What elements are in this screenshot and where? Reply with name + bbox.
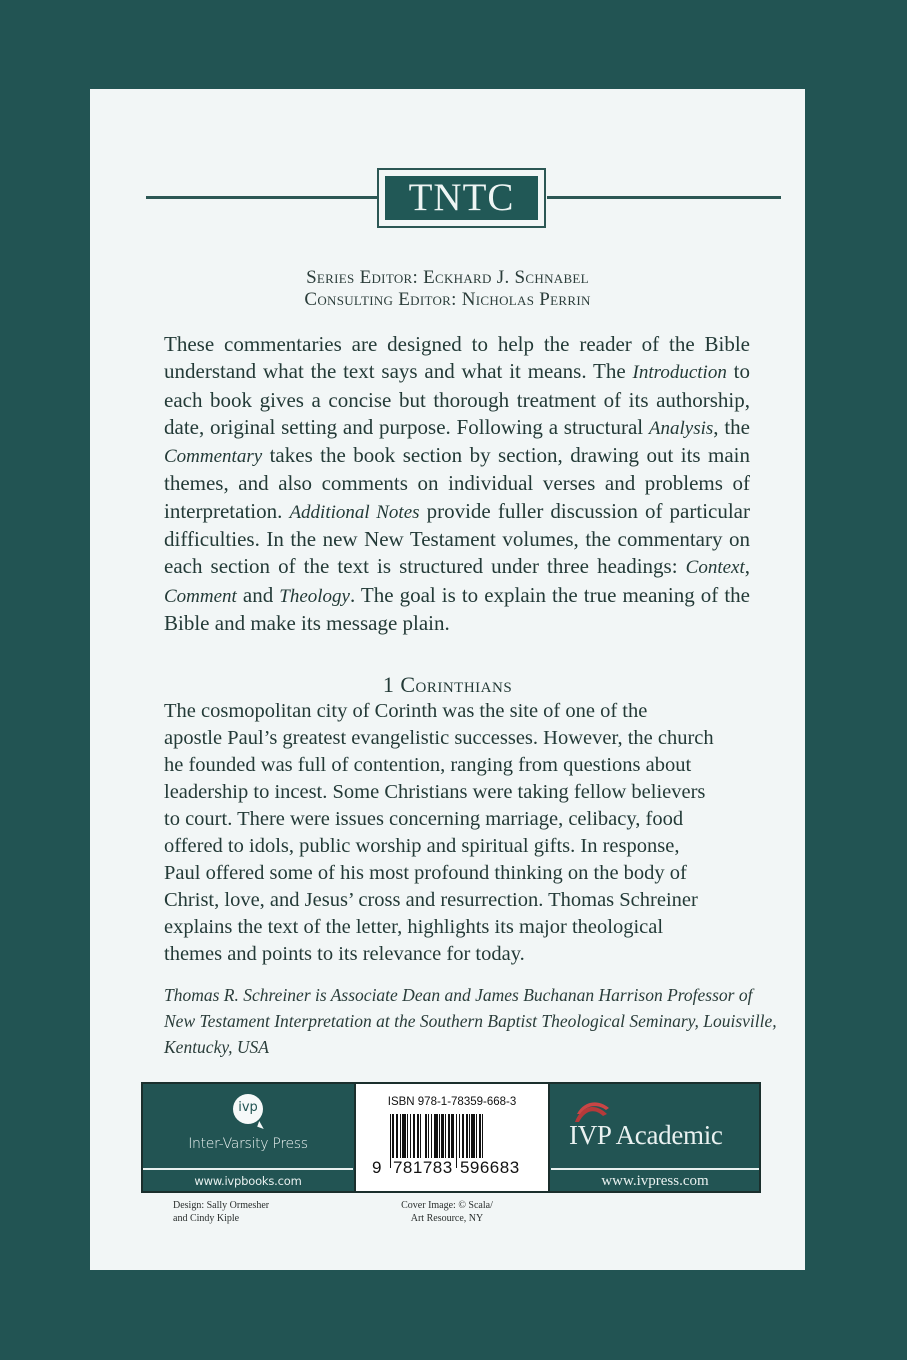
description-line: to court. There were issues concerning marriage, celibacy, food: [164, 808, 684, 830]
italic-term: Context: [685, 557, 745, 579]
ivp-publisher-name: Inter-Varsity Press: [188, 1136, 308, 1152]
cover-credit-line: Cover Image: © Scala/: [401, 1200, 493, 1211]
italic-term: Additional Notes: [289, 501, 420, 523]
isbn-barcode: [354, 1082, 550, 1193]
ivp-academic-name: IVP Academic: [569, 1120, 723, 1150]
description-line: apostle Paul’s greatest evangelistic successes. However, the church: [164, 727, 714, 749]
italic-term: Commentary: [164, 446, 263, 468]
description-line: Paul offered some of his most profound thinking on the body of: [164, 862, 687, 884]
italic-term: Theology: [279, 585, 350, 607]
series-logo: TNTC: [385, 176, 538, 220]
bio-line: Thomas R. Schreiner is Associate Dean and James Buchanan Harrison Professor of: [164, 985, 753, 1005]
description-line: he founded was full of contention, ranging from questions about: [164, 754, 692, 776]
intro-text: These commentaries are designed to help the reader of the Bible understand what the text says and what it means. The: [164, 332, 750, 384]
description-line: The cosmopolitan city of Corinth was the site of one of the: [164, 700, 648, 722]
series-logo-frame: [377, 168, 546, 228]
intro-text: ,: [744, 554, 750, 579]
publisher-band: [141, 1082, 761, 1193]
intro-text: and: [236, 582, 280, 607]
design-credit-line: Design: Sally Ormesher: [173, 1200, 270, 1211]
isbn-label: ISBN 978-1-78359-668-3: [387, 1096, 517, 1108]
series-editor: Series Editor: Eckhard J. Schnabel: [306, 267, 589, 288]
intro-text: to each book gives a concise but thorough treatment of its authorship, date, original setting and purpose. Following a structural: [164, 359, 750, 439]
bio-line: Kentucky, USA: [164, 1037, 269, 1057]
cover-image-credit: [390, 1199, 504, 1225]
header-rule-right: [547, 196, 781, 199]
italic-term: Analysis: [648, 417, 714, 439]
intro-text: provide fuller discussion of particular difficulties. In the new New Testament volumes, the commentary on each section of the text is structured under three headings:: [164, 498, 750, 579]
description-line: leadership to incest. Some Christians were taking fellow believers: [164, 781, 706, 803]
header-rule-left: [146, 196, 383, 199]
barcode-group-1: 781783: [392, 1158, 453, 1177]
barcode-digits: [372, 1158, 521, 1178]
ivp-academic-block: [551, 1084, 759, 1191]
consulting-editor: Consulting Editor: Nicholas Perrin: [304, 289, 591, 310]
speech-bubble-icon: ivp: [233, 1094, 263, 1124]
description-line: themes and points to its relevance for today.: [164, 943, 525, 965]
italic-term: Comment: [164, 585, 237, 607]
barcode-digit-first: 9: [372, 1158, 382, 1177]
design-credit: [173, 1199, 269, 1225]
cover-credit-line: Art Resource, NY: [410, 1213, 484, 1224]
description-line: Christ, love, and Jesus’ cross and resurrection. Thomas Schreiner: [164, 889, 698, 911]
description-line: offered to idols, public worship and spiritual gifts. In response,: [164, 835, 680, 857]
intro-text: . The goal is to explain the true meaning of the Bible and make its message plain.: [164, 582, 751, 635]
editors-block: [90, 267, 805, 311]
ivpress-url[interactable]: www.ivpress.com: [601, 1173, 709, 1189]
intro-text: takes the book section by section, drawing out its main themes, and also comments on individual verses and problems of interpretation.: [164, 443, 750, 523]
intro-text: , the: [713, 414, 750, 439]
book-title: 1 Corinthians: [382, 672, 513, 697]
ivp-publisher-block: [143, 1084, 353, 1191]
italic-term: Introduction: [632, 362, 727, 384]
author-bio: [164, 982, 784, 1060]
book-description: [164, 698, 764, 968]
ivp-url[interactable]: www.ivpbooks.com: [194, 1174, 302, 1188]
series-description: [164, 331, 750, 637]
design-credit-line: and Cindy Kiple: [173, 1213, 240, 1224]
description-line: explains the text of the letter, highlights its major theological: [164, 916, 664, 938]
bio-line: New Testament Interpretation at the Southern Baptist Theological Seminary, Louisville,: [164, 1011, 777, 1031]
back-cover-panel: [90, 89, 805, 1270]
barcode-group-2: 596683: [459, 1158, 520, 1177]
